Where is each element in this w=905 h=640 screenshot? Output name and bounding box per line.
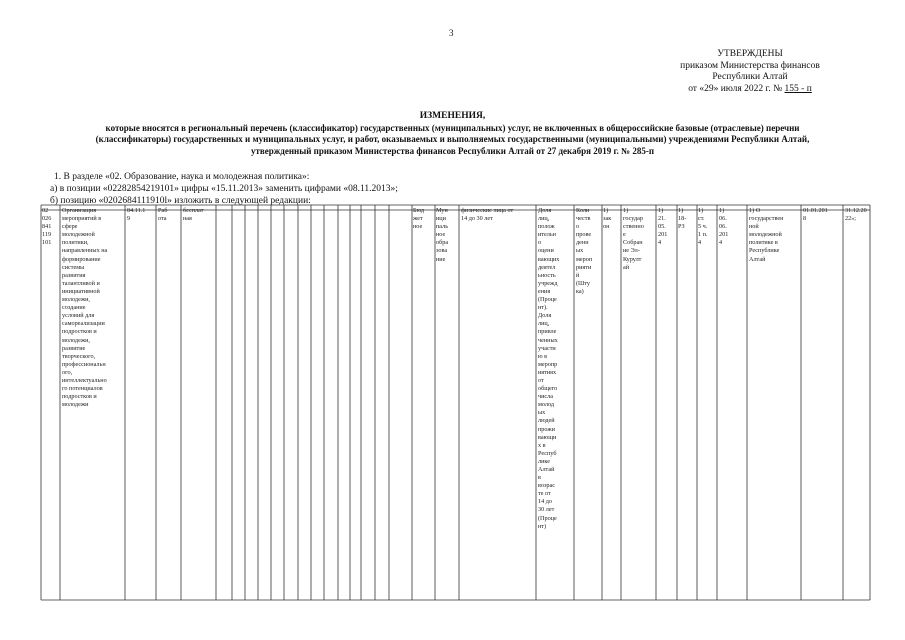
document-title: ИЗМЕНЕНИЯ, <box>419 111 486 121</box>
approval-date: от «29» июля 2022 г. № <box>688 83 783 94</box>
table-cell: бесплат ная <box>183 207 204 223</box>
table-cell: 1) 21. 05. 201 4 <box>658 207 668 247</box>
instruction-line-3: б) позицию «0202684111910l» изложить в следующей редакции: <box>50 196 311 206</box>
instruction-line-1: 1. В разделе «02. Образование, наука и молодежная политика»: <box>54 172 310 182</box>
subtitle-line-3: утвержденный приказом Министерства финансов Республики Алтай от 27 декабря 2019 г. № 285-п <box>250 145 655 156</box>
order-number: 155 - п <box>784 83 812 94</box>
table-cell: 1) зак он <box>603 207 612 231</box>
table-cell: Коли честв о прове денн ых мероп рияти й (Шту ка) <box>576 207 593 295</box>
table-cell: 02 026 841 119 101 <box>42 207 52 247</box>
approval-line-3: Республики Алтай <box>712 72 788 82</box>
table-cell: 84.11.1 9 <box>127 207 146 223</box>
page-number: 3 <box>449 28 454 38</box>
instruction-line-2: а) в позиции «02282854219101» цифры «15.11.2013» заменить цифрами «08.11.2013»; <box>50 184 398 194</box>
table-cell: Доля лиц, полож ительн о оцени вающих деятел ьность учрежд ения (Проце нт). Доля лиц, привле ченных участи ю в меропр иятиях от общего числа молод ых людей прожи вающи х в Респуб лике Алтай в возрас те от 14 до 30 лет (Проце нт) <box>538 207 560 530</box>
table-cell: 31.12.20 22»; <box>845 207 867 223</box>
table-cell: Организация мероприятий в сфере молодежной политики, направленных на формирование системы развития талантливой и инициативной молодежи, создание условий для самореализации подростков и молодежи, развитие творческого, профессиональн ого, интеллектуально го потенциалов подростков и молодежи <box>62 207 108 409</box>
subtitle-line-1: которые вносятся в региональный перечень (классификатор) государственных (муниципальных) услуг, не включенных в общероссийские базовые (отраслевые) перечни <box>105 123 800 133</box>
table-cell: физические лица от 14 до 30 лет <box>461 207 514 223</box>
table-cell: 1) 06. 06. 201 4 <box>719 207 729 247</box>
table-cell: 01.01.201 8 <box>803 207 828 223</box>
table-cell: 1) О государствен ной молодежной политике в Республике Алтай <box>749 207 784 263</box>
table-cell: 1) ст. 5 ч. 1 п. 4 <box>698 207 708 247</box>
table-cell: Бюд жет ное <box>413 207 425 231</box>
table-cell: Раб ота <box>158 207 168 223</box>
table-cell: 1) государ ственно е Собран ие Эл- Курулт ай <box>623 207 644 271</box>
subtitle-line-2: (классификаторы) государственных и муниципальных услуг, и работ, оказываемых и выполняемых государственными (муниципальными) учреждениями Республики Алтай, <box>95 134 810 145</box>
approval-line-2: приказом Министерства финансов <box>680 60 820 71</box>
approval-line-1: УТВЕРЖДЕНЫ <box>717 49 783 59</box>
table-cell: Мун ици паль ное обра зова ние <box>436 207 449 263</box>
table-cell: 1) 18- РЗ <box>678 207 687 231</box>
